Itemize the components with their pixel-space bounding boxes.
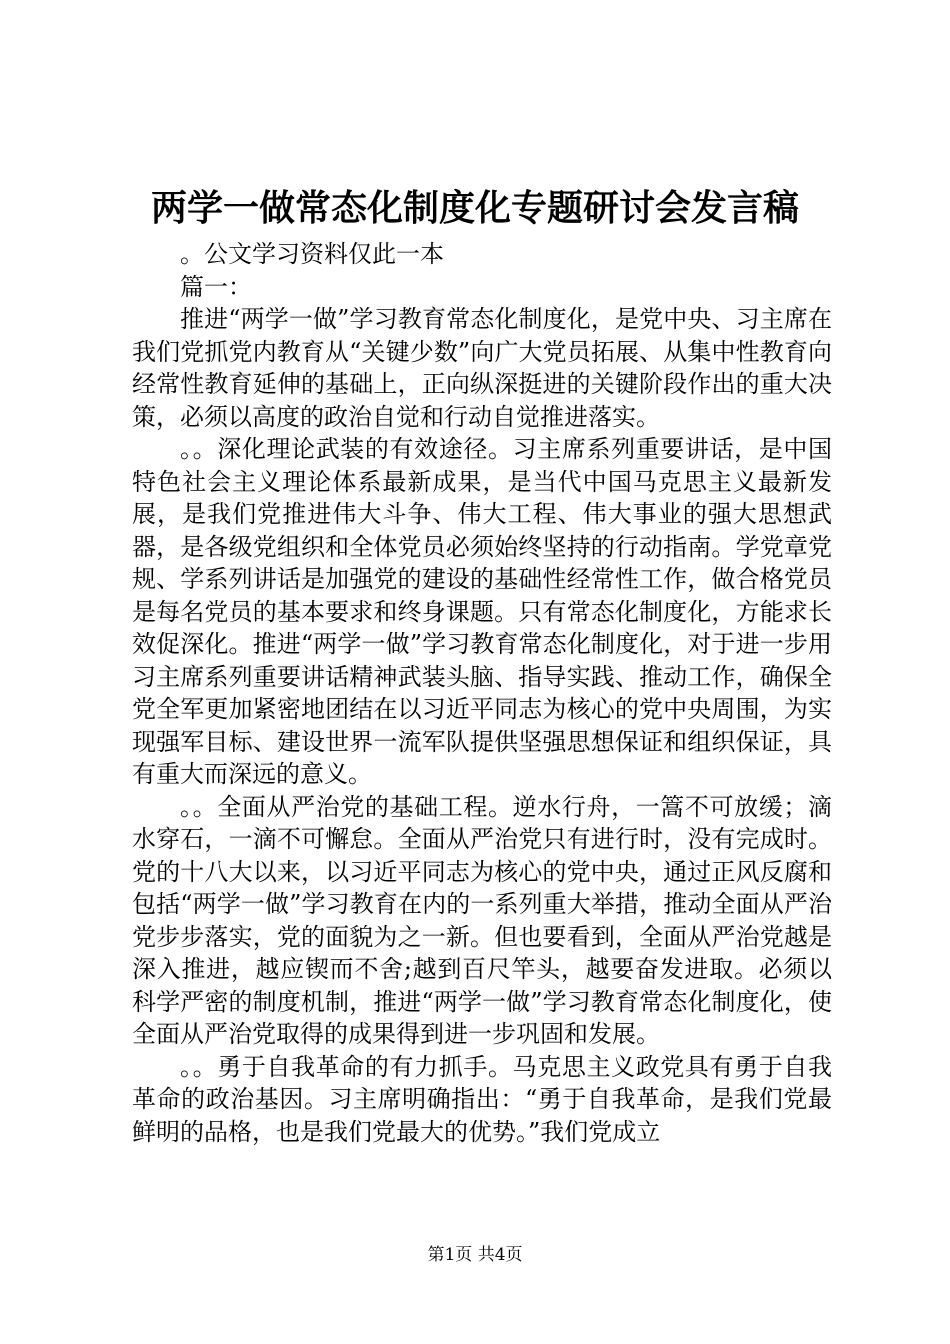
paragraph-self-revolution: 。。勇于自我革命的有力抓手。马克思主义政党具有勇于自我革命的政治基因。习主席明确指出：“勇于自我革命，是我们党最鲜明的品格，也是我们党最大的优势。”我们党成立: [132, 1052, 832, 1146]
document-title: 两学一做常态化制度化专题研讨会发言稿: [150, 187, 799, 229]
paragraph-section-label: 篇一：: [180, 272, 252, 301]
paragraph-note: 。公文学习资料仅此一本: [180, 240, 444, 268]
paragraph-intro: 推进“两学一做”学习教育常态化制度化，是党中央、习主席在我们党抓党内教育从“关键少数”向广大党员拓展、从集中性教育向经常性教育延伸的基础上，正向纵深挺进的关键阶段作出的重大决策，必须以高度的政治自觉和行动自觉推进落实。: [132, 305, 832, 431]
paragraph-theory: 。。深化理论武装的有效途径。习主席系列重要讲话，是中国特色社会主义理论体系最新成果，是当代中国马克思主义最新发展，是我们党推进伟大斗争、伟大工程、伟大事业的强大思想武器，是各级党组织和全体党员必须始终坚持的行动指南。学党章党规、学系列讲话是加强党的建设的基础性经常性工作，做合格党员是每名党员的基本要求和终身课题。只有常态化制度化，方能求长效促深化。推进“两学一做”学习教育常态化制度化，对于进一步用习主席系列重要讲话精神武装头脑、指导实践、推动工作，确保全党全军更加紧密地团结在以习近平同志为核心的党中央周围，为实现强军目标、建设世界一流军队提供坚强思想保证和组织保证，具有重大而深远的意义。: [132, 435, 832, 788]
page-number-footer: 第1页 共4页: [427, 1245, 523, 1265]
document-body: [132, 238, 832, 1148]
paragraph-party-governance: 。。全面从严治党的基础工程。逆水行舟，一篙不可放缓；滴水穿石，一滴不可懈怠。全面从严治党只有进行时，没有完成时。党的十八大以来，以习近平同志为核心的党中央，通过正风反腐和包括“两学一做”学习教育在内的一系列重大举措，推动全面从严治党步步落实，党的面貌为之一新。但也要看到，全面从严治党越是深入推进，越应锲而不舍;越到百尺竿头，越要奋发进取。必须以科学严密的制度机制，推进“两学一做”学习教育常态化制度化，使全面从严治党取得的成果得到进一步巩固和发展。: [132, 792, 832, 1048]
